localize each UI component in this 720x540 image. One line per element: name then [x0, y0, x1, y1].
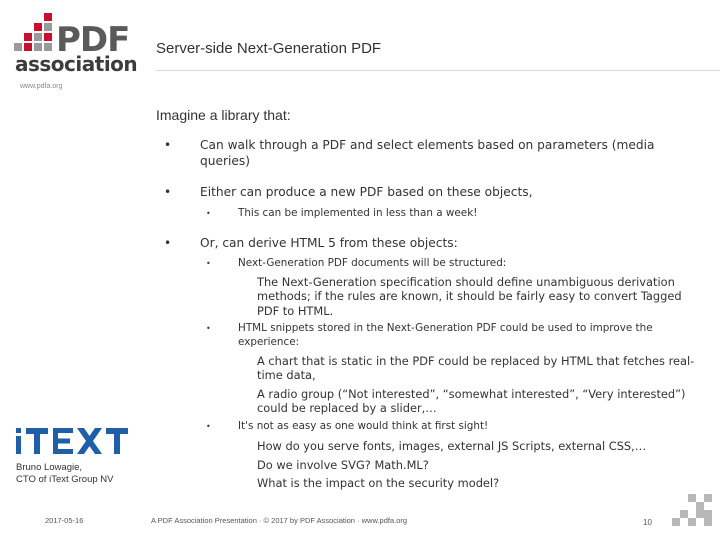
list-item-text: The Next-Generation specification should define unambiguous derivation methods; if the rules are known, it should be fairly easy to convert Tagged PDF to HTML.: [257, 275, 682, 318]
site-url: www.pdfa.org: [20, 83, 63, 90]
list-item-text: Either can produce a new PDF based on these objects,: [200, 185, 533, 199]
logo-pdf-text: PDF: [56, 20, 130, 60]
bullet: •: [206, 259, 211, 268]
list-item-text: HTML snippets stored in the Next-Generation PDF could be used to improve the experience:: [238, 322, 653, 348]
list-item-text: A chart that is static in the PDF could be replaced by HTML that fetches real-time data,: [257, 354, 695, 383]
bullet: •: [206, 324, 211, 333]
list-item-text: It's not as easy as one would think at first sight!: [238, 420, 489, 432]
bullet: •: [206, 422, 211, 431]
list-item-text: A radio group (“Not interested”, “somewhat interested”, “Very interested”) could be replaced by a slider,…: [257, 387, 686, 416]
bullet: •: [164, 236, 172, 250]
list-item-text: What is the impact on the security model?: [257, 476, 500, 490]
author-info: [16, 462, 114, 486]
corner-pixel-icon: [672, 494, 716, 534]
header-divider: [156, 70, 720, 71]
footer-text: A PDF Association Presentation · © 2017 by PDF Association · www.pdfa.org: [151, 516, 408, 525]
author-role: CTO of iText Group NV: [16, 474, 114, 485]
list-item-text: How do you serve fonts, images, external JS Scripts, external CSS,…: [257, 439, 647, 453]
logo-pixel-mark-icon: [14, 13, 58, 57]
footer-date: 2017-05-16: [45, 516, 84, 525]
bullet: •: [164, 138, 172, 152]
bullet: •: [164, 185, 172, 199]
itext-logo: [16, 428, 128, 454]
list-item-text: Next-Generation PDF documents will be structured:: [238, 257, 507, 269]
list-item-text: This can be implemented in less than a week!: [238, 207, 478, 219]
bullet: •: [206, 209, 211, 218]
list-item-text: Or, can derive HTML 5 from these objects:: [200, 236, 458, 250]
page-number: 10: [643, 518, 652, 527]
logo-association-text: association: [15, 52, 138, 76]
pdf-association-logo: [14, 13, 142, 76]
list-item-text: Can walk through a PDF and select elements based on parameters (media queries): [200, 138, 655, 168]
author-name: Bruno Lowagie,: [16, 462, 83, 473]
list-item-text: Do we involve SVG? Math.ML?: [257, 458, 429, 472]
slide-title: Server-side Next-Generation PDF: [156, 40, 382, 57]
slide-content: [156, 107, 704, 490]
content-heading: Imagine a library that:: [156, 107, 291, 123]
